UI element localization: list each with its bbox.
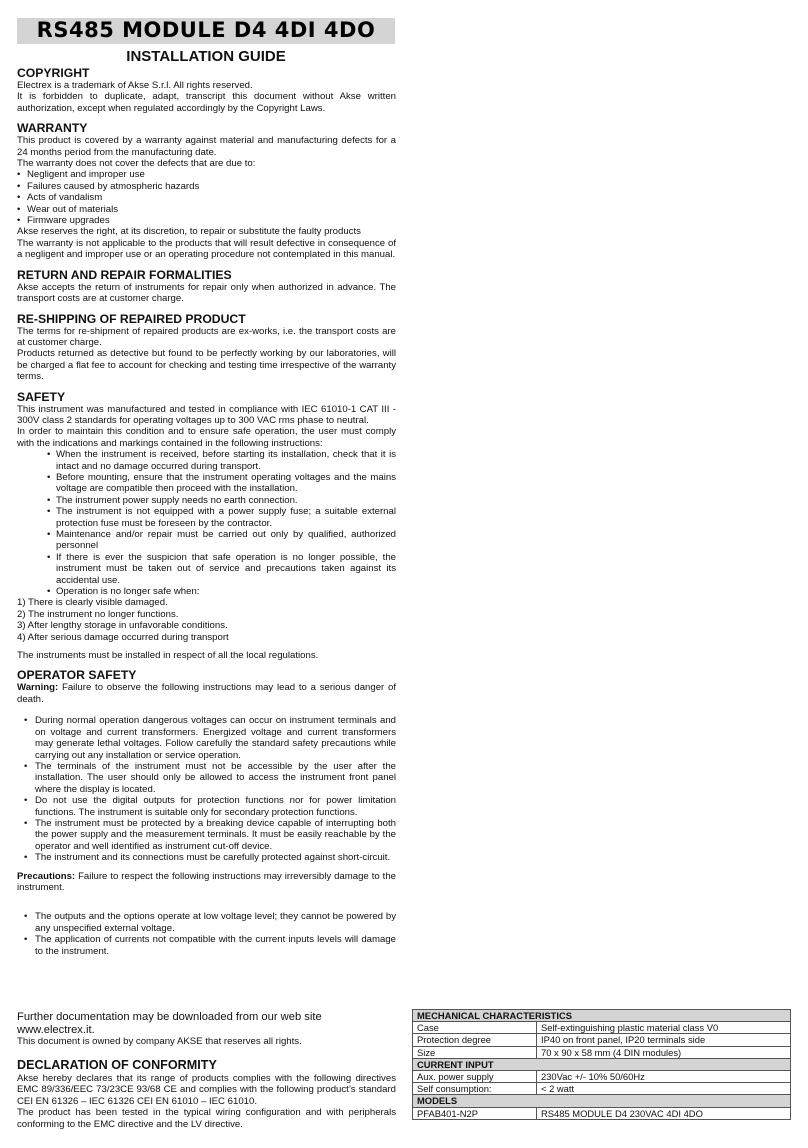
table-cell: Size: [413, 1046, 537, 1058]
table-header: MECHANICAL CHARACTERISTICS: [413, 1010, 791, 1022]
table-row: [413, 1022, 791, 1034]
table-row: [413, 1107, 791, 1119]
list-item: • Do not use the digital outputs for protection functions nor for power limitation functions. The instrument is suitable only for secondary protection functions.: [24, 795, 396, 818]
table-header-row: [413, 1058, 791, 1070]
numbered-item: 4) After serious damage occurred during transport: [17, 631, 229, 643]
spacer: [17, 864, 396, 871]
table-row: [413, 1070, 791, 1082]
table-row: [413, 1034, 791, 1046]
precautions-paragraph: [17, 871, 396, 894]
document-subtitle: INSTALLATION GUIDE: [126, 48, 286, 65]
list-item: • During normal operation dangerous voltages can occur on instrument terminals and on voltage and current transformers. Energized voltage and current transformers may generate lethal voltages. Follow carefully the standard safety precautions while carrying out any installation or service operation.: [24, 715, 396, 761]
reshipping-section: [17, 312, 396, 383]
precautions-text: Failure to respect the following instructions may irreversibly damage to the instrument.: [17, 870, 396, 893]
table-cell: Aux. power supply: [413, 1070, 537, 1082]
warning-text: Failure to observe the following instructions may lead to a serious danger of death.: [17, 682, 396, 705]
list-item: • The outputs and the options operate at low voltage level; they cannot be powered by any unspecified external voltage.: [24, 911, 396, 934]
list-item: • Failures caused by atmospheric hazards: [17, 181, 396, 192]
list-item: • The instrument power supply needs no earth connection.: [47, 495, 396, 506]
warning-paragraph: [17, 682, 396, 705]
section-heading: RE-SHIPPING OF REPAIRED PRODUCT: [17, 311, 246, 326]
section-heading: DECLARATION OF CONFORMITY: [17, 1058, 217, 1072]
declaration-section: [17, 1058, 396, 1130]
operator-safety-section: [17, 668, 396, 957]
numbered-item: 2) The instrument no longer functions.: [17, 608, 179, 620]
table-cell: Self-extinguishing plastic material class V0: [537, 1022, 791, 1034]
spacer: [17, 893, 396, 911]
table-cell: 230Vac +/- 10% 50/60Hz: [537, 1070, 791, 1082]
paragraph: Akse accepts the return of instruments for repair only when authorized in advance. The transport costs are at customer charge.: [17, 281, 396, 305]
paragraph: It is forbidden to duplicate, adapt, transcript this document without Akse written authorization, except when regulated accordingly by the Copyright Laws.: [17, 91, 396, 114]
section-heading: SAFETY: [17, 389, 66, 404]
table-header: CURRENT INPUT: [413, 1058, 791, 1070]
paragraph: Products returned as detective but found to be perfectly working by our laboratories, will be charged a flat fee to account for checking and testing time irrespective of the warranty terms.: [17, 348, 396, 383]
title-banner: [17, 18, 395, 44]
list-item: • Before mounting, ensure that the instrument operating voltages and the mains voltage are compatible then proceed with the installation.: [47, 472, 396, 495]
precautions-list: [17, 911, 396, 957]
further-docs-note: Further documentation may be downloaded from our web site www.electrex.it.: [17, 1011, 322, 1036]
table-cell: Protection degree: [413, 1034, 537, 1046]
paragraph: Electrex is a trademark of Akse S.r.l. All rights reserved.: [17, 80, 253, 91]
table-cell: RS485 MODULE D4 230VAC 4DI 4DO: [537, 1107, 791, 1119]
list-item: • Acts of vandalism: [17, 192, 396, 203]
safety-instructions-list: [17, 449, 396, 597]
document-title: RS485 MODULE D4 4DI 4DO: [36, 18, 376, 43]
table-cell: Case: [413, 1022, 537, 1034]
table-header-row: [413, 1095, 791, 1107]
paragraph: Akse hereby declares that its range of products complies with the following directives EMC 89/336/EEC 73/23CE 93/68 CE and complies with the following product’s standard CEI EN 61326 – IEC 61326 CEI EN 61010 – IEC 61010.: [17, 1073, 396, 1107]
copyright-section: [17, 66, 396, 114]
numbered-item: 3) After lengthy storage in unfavorable conditions.: [17, 620, 228, 632]
table-cell: PFAB401-N2P: [413, 1107, 537, 1119]
warranty-section: [17, 121, 396, 260]
list-item: • If there is ever the suspicion that safe operation is no longer possible, the instrument must be taken out of service and precautions taken against its accidental use.: [47, 552, 396, 586]
list-item: • The application of currents not compatible with the current inputs levels will damage to the instrument.: [24, 934, 396, 957]
paragraph: The warranty does not cover the defects that are due to:: [17, 158, 256, 170]
table-header-row: [413, 1010, 791, 1022]
table-cell: 70 x 90 x 58 mm (4 DIN modules): [537, 1046, 791, 1058]
left-column: [17, 66, 396, 957]
table-row: [413, 1083, 791, 1095]
warning-label: Warning:: [17, 682, 59, 694]
list-item: • Firmware upgrades: [17, 215, 396, 226]
section-heading: OPERATOR SAFETY: [17, 668, 137, 683]
paragraph: This product is covered by a warranty against material and manufacturing defects for a 24 months period from the manufacturing date.: [17, 135, 396, 158]
table-cell: < 2 watt: [537, 1083, 791, 1095]
spacer: [17, 643, 396, 650]
table-cell: IP40 on front panel, IP20 terminals side: [537, 1034, 791, 1046]
list-item: • Wear out of materials: [17, 204, 396, 215]
table-header: MODELS: [413, 1095, 791, 1107]
paragraph: The instruments must be installed in respect of all the local regulations.: [17, 650, 319, 662]
list-item: • Maintenance and/or repair must be carried out only by qualified, authorized personnel: [47, 529, 396, 552]
paragraph: This instrument was manufactured and tested in compliance with IEC 61010-1 CAT III - 300V class 2 standards for operating voltages up to 300 VAC rms phase to neutral.: [17, 403, 396, 426]
list-item: • Negligent and improper use: [17, 169, 396, 180]
section-heading: COPYRIGHT: [17, 66, 90, 80]
list-item: • When the instrument is received, before starting its installation, check that it is intact and no damage occurred during transport.: [47, 449, 396, 472]
list-item: • The instrument must be protected by a breaking device capable of interrupting both the power supply and the measurement terminals. It must be easily reachable by the operator and well identified as instrument cut-off device.: [24, 818, 396, 852]
paragraph: Akse reserves the right, at its discretion, to repair or substitute the faulty products: [17, 226, 361, 238]
warranty-exclusions-list: [17, 169, 396, 226]
ownership-note: This document is owned by company AKSE that reserves all rights.: [17, 1036, 302, 1047]
safety-section: [17, 390, 396, 662]
list-item: • The terminals of the instrument must not be accessible by the user after the installation. The user should only be allowed to access the instrument front panel where the display is located.: [24, 761, 396, 795]
list-item: • The instrument and its connections must be carefully protected against short-circuit.: [24, 852, 396, 863]
precautions-label: Precautions:: [17, 870, 76, 882]
return-section: [17, 268, 396, 305]
paragraph: The product has been tested in the typical wiring configuration and with peripherals conforming to the EMC directive and the LV directive.: [17, 1107, 396, 1130]
table-row: [413, 1046, 791, 1058]
paragraph: The warranty is not applicable to the products that will result defective in consequence of a negligent and improper use or an operating procedure not contemplated in this manual.: [17, 237, 396, 261]
specifications-table: [412, 1009, 791, 1120]
paragraph: In order to maintain this condition and to ensure safe operation, the user must comply with the indications and markings contained in the following instructions:: [17, 426, 396, 449]
spacer: [17, 705, 396, 715]
operator-warnings-list: [17, 715, 396, 863]
list-item: • The instrument is not equipped with a power supply fuse; a suitable external protection fuse must be foreseen by the contractor.: [47, 506, 396, 529]
table-cell: Self consumption:: [413, 1083, 537, 1095]
numbered-item: 1) There is clearly visible damaged.: [17, 597, 168, 609]
list-item: • Operation is no longer safe when:: [47, 586, 396, 597]
paragraph: The terms for re-shipment of repaired products are ex-works, i.e. the transport costs are at customer charge.: [17, 325, 396, 348]
section-heading: RETURN AND REPAIR FORMALITIES: [17, 267, 232, 282]
section-heading: WARRANTY: [17, 121, 88, 136]
